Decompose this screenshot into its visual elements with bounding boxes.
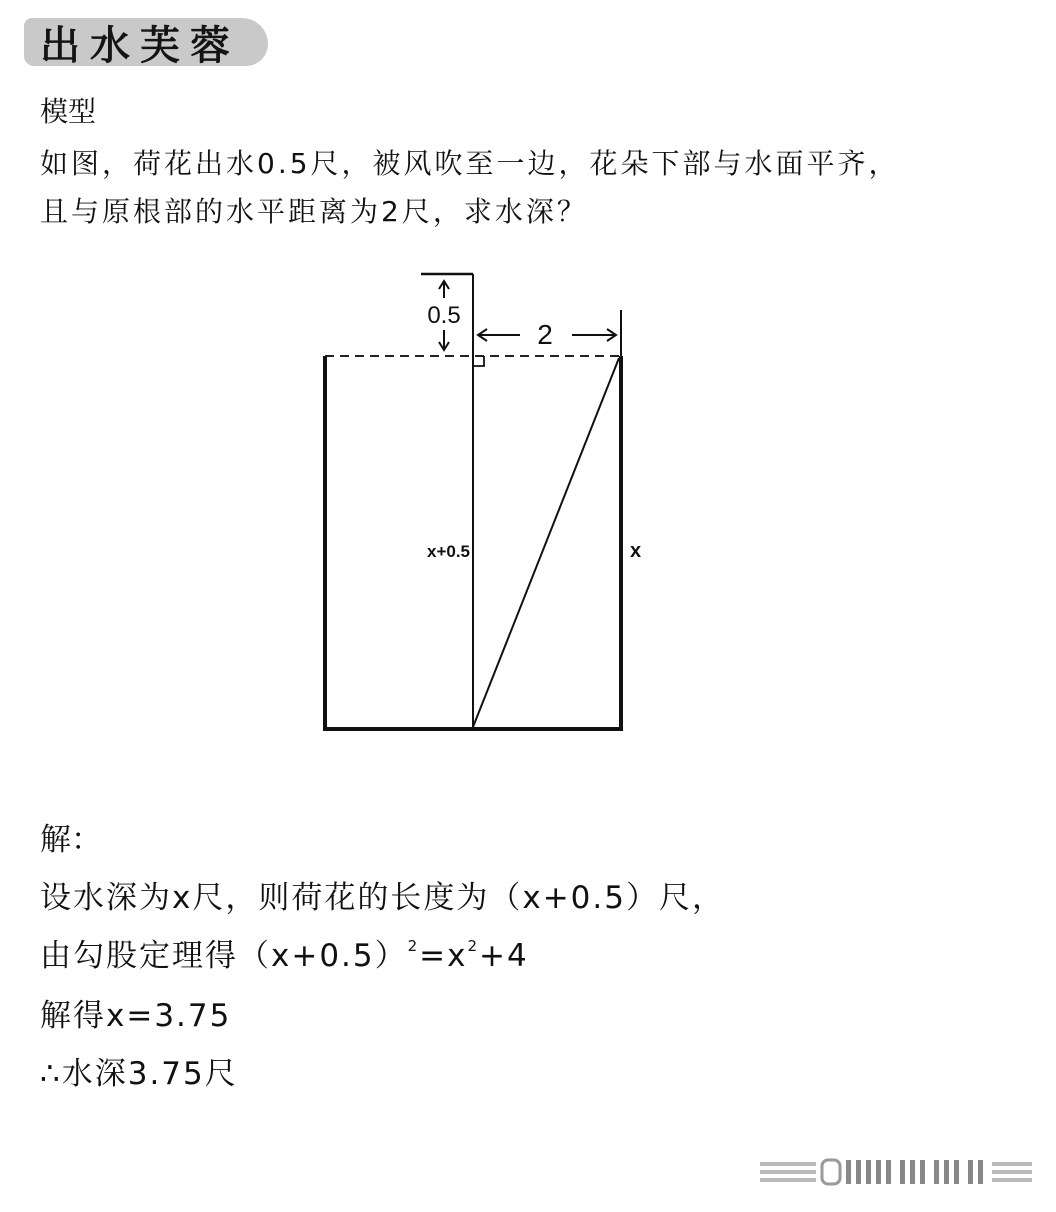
problem-line-2: 且与原根部的水平距离为2尺，求水深？ <box>40 195 588 228</box>
solution-line-2-mid: =x <box>419 938 468 974</box>
solution-line-1: 设水深为x尺，则荷花的长度为（x+0.5）尺， <box>40 880 725 916</box>
solution-line-2-prefix: 由勾股定理得（x+0.5） <box>40 938 408 974</box>
lotus-stem-blown <box>473 358 619 727</box>
solution-line-3: 解得x=3.75 <box>40 998 232 1034</box>
problem-line-1: 如图，荷花出水0.5尺，被风吹至一边，花朵下部与水面平齐， <box>40 147 900 180</box>
page-title: 出水芙蓉 <box>40 23 240 69</box>
section-subtitle: 模型 <box>40 95 97 128</box>
label-right: x <box>630 540 642 562</box>
label-horizontal: 2 <box>537 319 553 350</box>
solution-line-2-suffix: +4 <box>479 938 529 974</box>
exponent-1: 2 <box>407 936 420 955</box>
watermark-logo <box>760 1156 1036 1188</box>
solution-line-4: ∴水深3.75尺 <box>40 1056 238 1092</box>
solution-label: 解： <box>40 822 102 858</box>
label-left: x+0.5 <box>426 542 470 561</box>
exponent-2: 2 <box>467 936 480 955</box>
solution-line-2 <box>40 930 529 975</box>
right-angle-marker <box>473 356 484 366</box>
label-top: 0.5 <box>427 302 461 329</box>
